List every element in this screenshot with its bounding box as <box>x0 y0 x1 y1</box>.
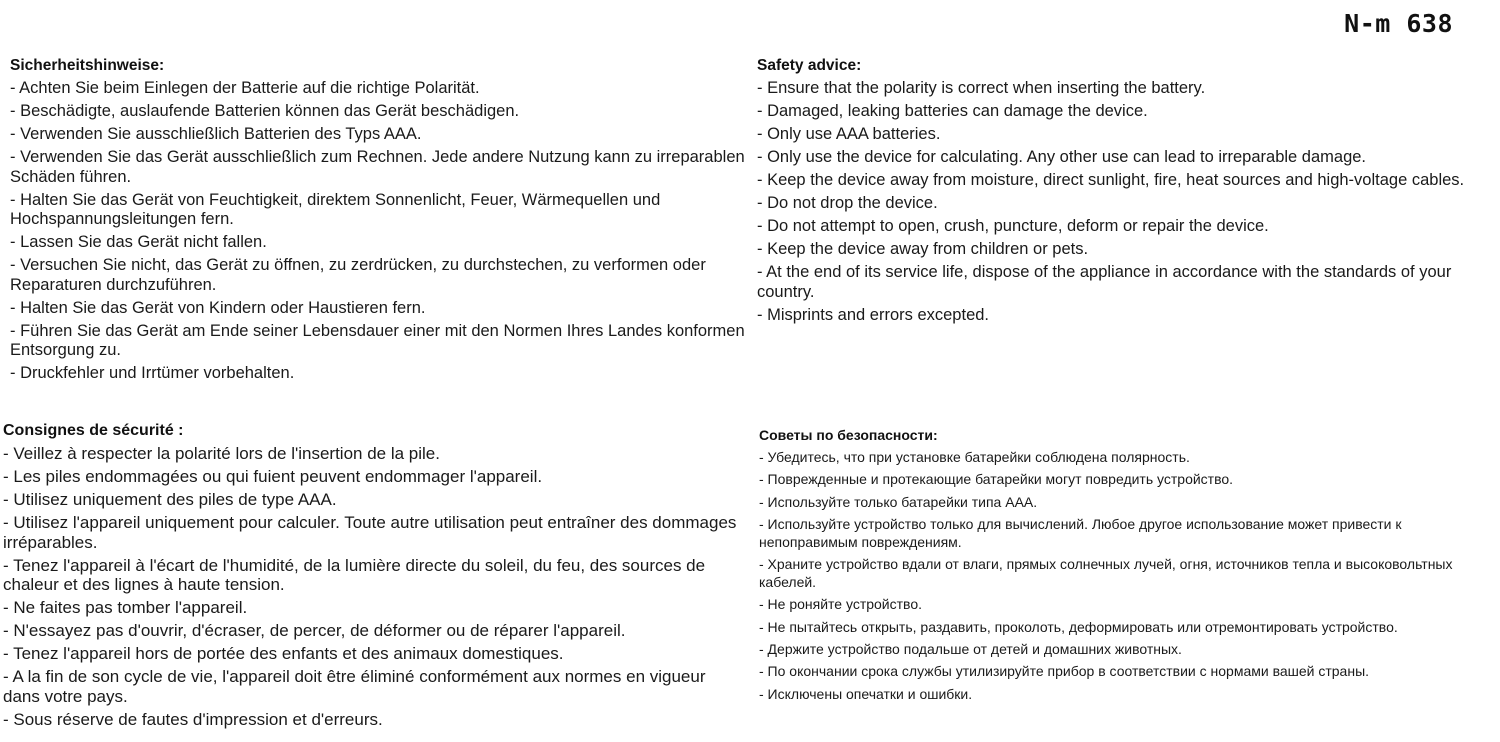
safety-item: - Beschädigte, auslaufende Batterien können das Gerät beschädigen. <box>10 102 520 120</box>
safety-item: - Les piles endommagées ou qui fuient peuvent endommager l'appareil. <box>3 467 543 486</box>
section-heading: Sicherheitshinweise: <box>10 57 165 74</box>
safety-item: - Lassen Sie das Gerät nicht fallen. <box>10 233 267 251</box>
safety-item: - Храните устройство вдали от влаги, прямых солнечных лучей, огня, источников тепла и высоковольтных кабелей. <box>759 556 1453 591</box>
safety-section-english <box>757 57 1497 329</box>
safety-item: - Не роняйте устройство. <box>759 596 922 613</box>
safety-item: - Utilisez uniquement des piles de type AAA. <box>3 490 337 509</box>
safety-item: - Verwenden Sie das Gerät ausschließlich zum Rechnen. Jede andere Nutzung kann zu irreparablen Schäden führen. <box>10 148 745 186</box>
safety-item: - Не пытайтесь открыть, раздавить, проколоть, деформировать или отремонтировать устройство. <box>759 618 1398 635</box>
safety-item: - Держите устройство подальше от детей и домашних животных. <box>759 641 1182 658</box>
section-heading: Советы по безопасности: <box>759 427 938 443</box>
safety-item: - At the end of its service life, dispose of the appliance in accordance with the standards of your country. <box>757 263 1452 301</box>
safety-list <box>3 444 743 729</box>
safety-section-german <box>10 57 750 387</box>
safety-item: - Damaged, leaking batteries can damage the device. <box>757 102 1148 120</box>
safety-item: - Versuchen Sie nicht, das Gerät zu öffnen, zu zerdrücken, zu durchstechen, zu verformen oder Reparaturen durchzuführen. <box>10 256 706 294</box>
safety-item: - Only use AAA batteries. <box>757 125 941 143</box>
model-number: N-m 638 <box>1344 9 1453 38</box>
safety-list <box>757 79 1497 325</box>
safety-item: - По окончании срока службы утилизируйте прибор в соответствии с нормами вашей страны. <box>759 663 1370 680</box>
section-heading: Consignes de sécurité : <box>3 422 184 439</box>
safety-section-russian <box>759 427 1489 707</box>
safety-item: - Tenez l'appareil à l'écart de l'humidité, de la lumière directe du soleil, du feu, des sources de chaleur et des lignes à haute tension. <box>3 555 706 594</box>
safety-item: - Utilisez l'appareil uniquement pour calculer. Toute autre utilisation peut entraîner des dommages irréparables. <box>3 513 737 552</box>
safety-item: - Do not drop the device. <box>757 194 938 212</box>
safety-item: - Keep the device away from children or pets. <box>757 240 1089 258</box>
safety-item: - N'essayez pas d'ouvrir, d'écraser, de percer, de déformer ou de réparer l'appareil. <box>3 621 626 640</box>
safety-item: - A la fin de son cycle de vie, l'appareil doit être éliminé conformément aux normes en vigueur dans votre pays. <box>3 667 706 706</box>
safety-list <box>10 79 750 384</box>
safety-item: - Sous réserve de fautes d'impression et d'erreurs. <box>3 709 383 729</box>
safety-item: - Verwenden Sie ausschließlich Batterien des Typs AAA. <box>10 125 422 143</box>
safety-item: - Используйте устройство только для вычислений. Любое другое использование может привести к непоправимым повреждениям. <box>759 515 1402 550</box>
safety-item: - Veillez à respecter la polarité lors de l'insertion de la pile. <box>3 444 440 463</box>
safety-item: - Führen Sie das Gerät am Ende seiner Lebensdauer einer mit den Normen Ihres Landes konformen Entsorgung zu. <box>10 321 745 359</box>
safety-item: - Achten Sie beim Einlegen der Batterie auf die richtige Polarität. <box>10 79 480 97</box>
safety-item: - Halten Sie das Gerät von Kindern oder Haustieren fern. <box>10 298 426 317</box>
safety-item: - Ensure that the polarity is correct when inserting the battery. <box>757 79 1206 97</box>
section-heading: Safety advice: <box>757 57 862 74</box>
safety-item: - Only use the device for calculating. Any other use can lead to irreparable damage. <box>757 148 1367 166</box>
safety-item: - Misprints and errors excepted. <box>757 305 990 324</box>
safety-item: - Исключены опечатки и ошибки. <box>759 685 973 702</box>
safety-item: - Используйте только батарейки типа AAA. <box>759 493 1038 510</box>
safety-list <box>759 448 1489 703</box>
safety-item: - Keep the device away from moisture, direct sunlight, fire, heat sources and high-voltage cables. <box>757 171 1465 189</box>
safety-item: - Druckfehler und Irrtümer vorbehalten. <box>10 364 295 382</box>
safety-section-french <box>3 422 743 733</box>
safety-item: - Убедитесь, что при установке батарейки соблюдена полярность. <box>759 449 1190 465</box>
safety-item: - Ne faites pas tomber l'appareil. <box>3 598 248 617</box>
safety-item: - Do not attempt to open, crush, puncture, deform or repair the device. <box>757 217 1269 235</box>
safety-item: - Поврежденные и протекающие батарейки могут повредить устройство. <box>759 471 1234 488</box>
safety-item: - Tenez l'appareil hors de portée des enfants et des animaux domestiques. <box>3 644 564 663</box>
safety-item: - Halten Sie das Gerät von Feuchtigkeit, direktem Sonnenlicht, Feuer, Wärmequellen und Hochspannungsleitungen fern. <box>10 190 661 228</box>
